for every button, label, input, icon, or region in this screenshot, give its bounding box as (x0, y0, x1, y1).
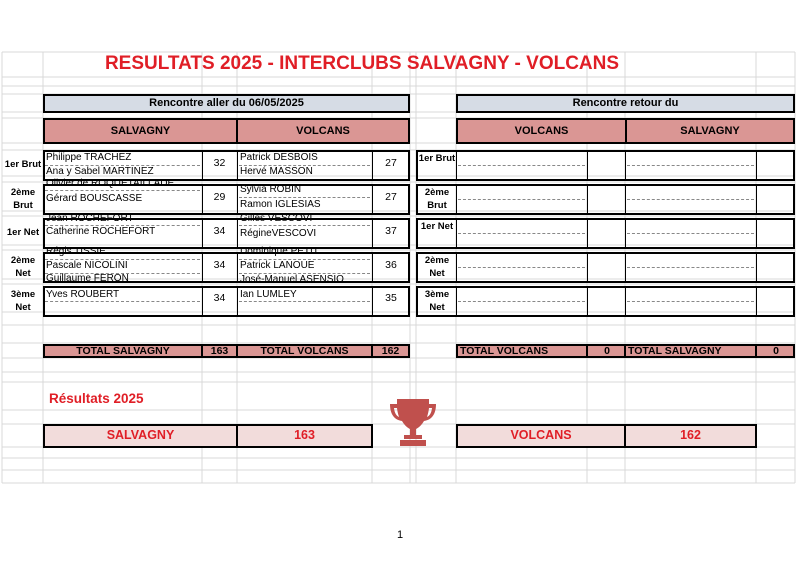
retour-label-1: 1er Brut (418, 153, 456, 164)
retour-team-right: SALVAGNY (625, 118, 795, 144)
player-name: Ramon IGLESIAS (240, 199, 321, 210)
retour-total-left-value: 0 (586, 344, 626, 358)
player-name: RégineVESCOVI (240, 228, 317, 239)
player-name: José-Manuel ASENSIO (240, 274, 344, 285)
aller-team-right: VOLCANS (236, 118, 410, 144)
player-name: Yves ROUBERT (46, 289, 120, 300)
player-name: Catherine ROCHEFORT (46, 226, 156, 237)
score-left-2: 29 (213, 191, 226, 203)
page-title: RESULTATS 2025 - INTERCLUBS SALVAGNY - VOLCANS (104, 53, 620, 74)
player-name: Patrick LANOUE (240, 260, 315, 271)
player-name: Pascale NICOLINI (46, 260, 128, 271)
aller-header: Rencontre aller du 06/05/2025 (43, 94, 410, 113)
player-name: Gérard BOUSCASSE (46, 193, 143, 204)
retour-total-left-label: TOTAL VOLCANS (456, 344, 588, 358)
player-name: Guillaume FERON (46, 273, 129, 284)
score-right-3: 37 (385, 225, 397, 237)
retour-label-4: 2ème Net (424, 255, 450, 279)
score-right-4: 36 (385, 259, 397, 271)
player-name: Sylvia ROBIN (240, 184, 302, 195)
retour-team-left: VOLCANS (456, 118, 627, 144)
aller-label-3: 1er Net (6, 227, 40, 238)
player-name: Olivier de ROQUETAILLADE (46, 178, 175, 189)
score-left-1: 32 (213, 157, 226, 169)
player-name: Dominique PETIT (240, 246, 319, 257)
retour-label-3: 1er Net (420, 221, 454, 232)
aller-label-2: 2ème Brut (10, 187, 36, 211)
score-right-2: 27 (385, 191, 397, 203)
total-right-value: 162 (371, 344, 410, 358)
aller-label-1: 1er Brut (4, 159, 42, 170)
result-left-value: 163 (236, 424, 373, 448)
retour-label-5: 3ème Net (424, 289, 450, 313)
aller-label-4: 2ème Net (10, 255, 36, 279)
score-right-5: 35 (385, 292, 397, 304)
total-right-label: TOTAL VOLCANS (236, 344, 373, 358)
score-left-3: 34 (213, 225, 226, 237)
player-name: Hervé MASSON (240, 166, 313, 177)
retour-total-right-label: TOTAL SALVAGNY (624, 344, 757, 358)
score-left-5: 34 (213, 292, 226, 304)
page-number: 1 (396, 529, 404, 541)
total-left-label: TOTAL SALVAGNY (43, 344, 203, 358)
aller-label-5: 3ème Net (10, 289, 36, 313)
retour-header: Rencontre retour du (456, 94, 795, 113)
retour-label-2: 2ème Brut (424, 187, 450, 211)
results-heading: Résultats 2025 (49, 391, 144, 406)
aller-team-left: SALVAGNY (43, 118, 238, 144)
result-left-team: SALVAGNY (43, 424, 238, 448)
player-name: Philippe TRACHEZ (46, 152, 132, 163)
retour-total-right-value: 0 (755, 344, 795, 358)
result-right-team: VOLCANS (456, 424, 626, 448)
player-name: Jean ROCHEFORT (46, 213, 134, 224)
player-name: Gilles VESCOVI (240, 213, 313, 224)
score-left-4: 34 (213, 259, 226, 271)
player-name: Ian LUMLEY (240, 289, 297, 300)
player-name: Ana y Sabel MARTINEZ (46, 166, 154, 177)
total-left-value: 163 (201, 344, 238, 358)
player-name: Patrick DESBOIS (240, 152, 318, 163)
result-right-value: 162 (624, 424, 757, 448)
player-name: Régis TISSIE (46, 246, 106, 257)
score-right-1: 27 (385, 157, 397, 169)
trophy-icon (388, 396, 438, 448)
